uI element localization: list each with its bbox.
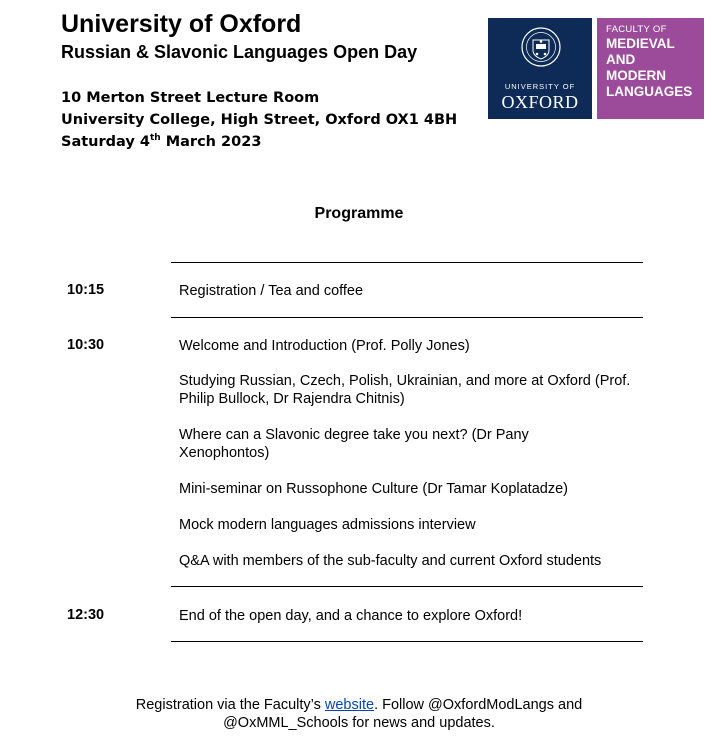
page-title: University of Oxford [61,10,302,38]
oxford-logo-wordmark: OXFORD [501,92,579,112]
date-ordinal: th [149,133,161,144]
date-suffix: March 2023 [160,134,262,150]
venue-room: 10 Merton Street Lecture Room [61,90,320,106]
faculty-logo-line: AND [606,52,636,67]
faculty-logo-line: MODERN [606,68,666,83]
faculty-logo-line: LANGUAGES [606,84,693,99]
footer-line-1 [0,696,718,714]
session-time: 10:15 [67,282,105,298]
programme-item: Registration / Tea and coffee [179,283,364,299]
programme-item: Studying Russian, Czech, Polish, Ukrainian, and more at Oxford (Prof. Philip Bullock, Dr Rajendra Chitnis) [179,373,631,407]
faculty-logo [597,18,704,119]
programme-heading: Programme [314,205,404,222]
session-time: 10:30 [67,337,105,353]
session-time: 12:30 [67,607,105,623]
event-date [61,131,457,153]
oxford-logo-small-text: UNIVERSITY OF [504,82,576,91]
footer-text: . Follow @OxfordModLangs and [374,697,583,713]
venue-block [61,87,457,153]
footer-text: Registration via the Faculty’s [135,697,325,713]
programme-item: Mock modern languages admissions interview [179,517,476,533]
divider [171,262,643,263]
venue-address: University College, High Street, Oxford OX1 4BH [61,112,458,128]
website-link[interactable]: website [324,697,375,713]
programme-item: Q&A with members of the sub-faculty and current Oxford students [179,553,602,569]
oxford-logo [488,18,592,119]
programme-item: Mini-seminar on Russophone Culture (Dr Tamar Koplatadze) [179,481,568,497]
oxford-crest-icon [520,26,562,74]
date-prefix: Saturday 4 [61,134,150,150]
footer-note [0,696,718,732]
programme-item: Where can a Slavonic degree take you next? (Dr Pany Xenophontos) [179,427,529,461]
faculty-logo-small-text: FACULTY OF [606,24,667,35]
page-subtitle: Russian & Slavonic Languages Open Day [61,42,418,62]
divider [171,317,643,318]
programme-item: Welcome and Introduction (Prof. Polly Jones) [179,338,470,354]
divider [171,641,643,642]
programme-item: End of the open day, and a chance to explore Oxford! [179,608,523,624]
footer-line-2: @OxMML_Schools for news and updates. [223,715,495,731]
divider [171,586,643,587]
faculty-logo-line: MEDIEVAL [606,36,675,51]
